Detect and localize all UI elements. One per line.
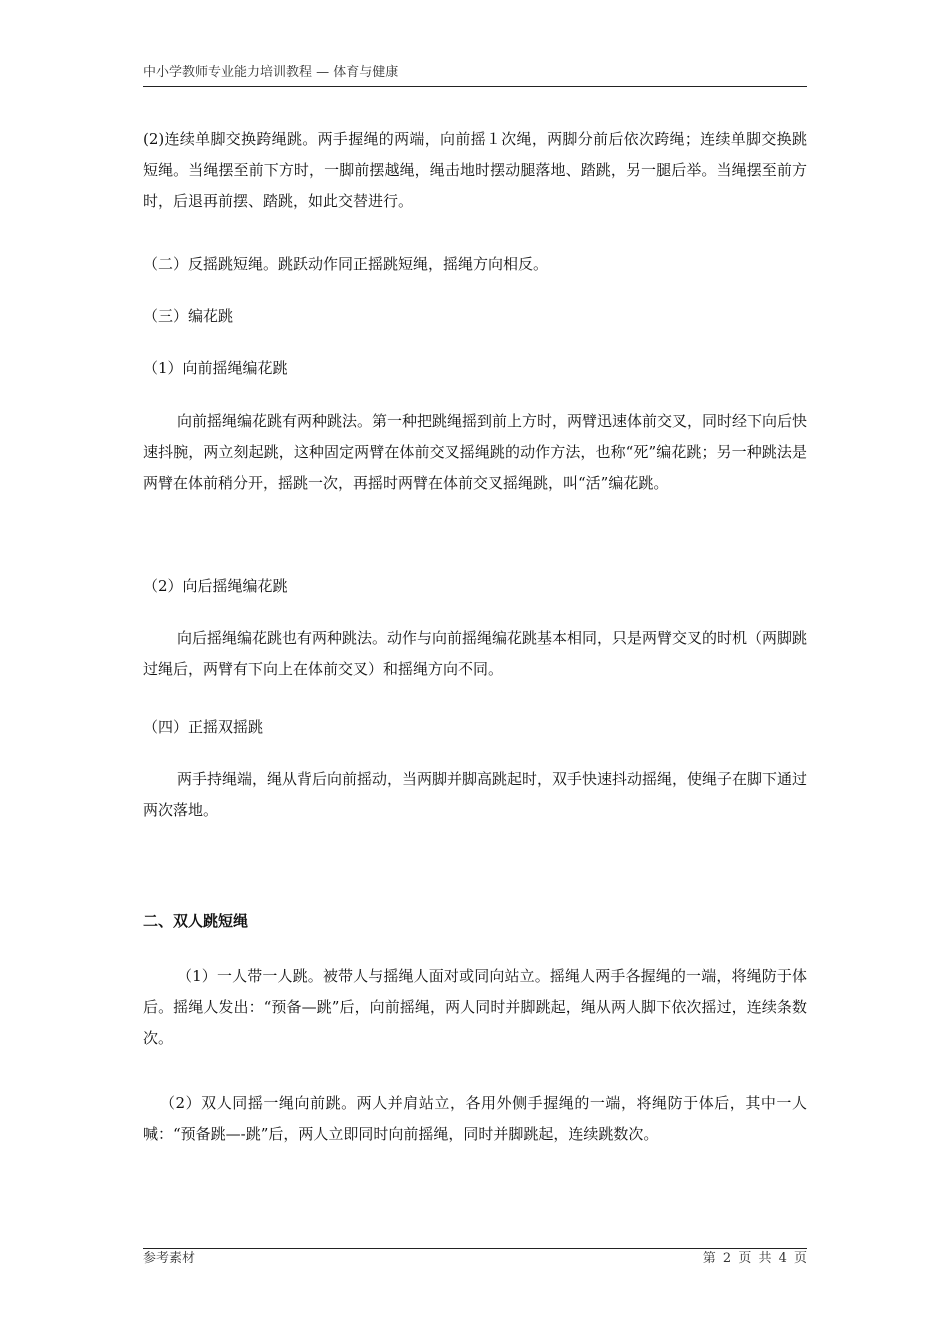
paragraph-forward-braid: 向前摇绳编花跳有两种跳法。第一种把跳绳摇到前上方时，两臂迅速体前交叉，同时经下向后快速抖腕，两立刻起跳，这种固定两臂在体前交叉摇绳跳的动作方法，也称“死”编花跳；另一种跳法是两臂在体前稍分开，摇跳一次，再摇时两臂在体前交叉摇绳跳，叫“活”编花跳。 [143,412,808,492]
subheading-forward-braid: （1）向前摇绳编花跳 [143,359,288,377]
section-title-pair-rope: 二、双人跳短绳 [143,912,249,930]
paragraph-continuous-single-foot: (2)连续单脚交换跨绳跳。两手握绳的两端，向前摇１次绳，两脚分前后依次跨绳；连续单脚交换跳短绳。当绳摆至前下方时，一脚前摆越绳，绳击地时摆动腿落地、踏跳，另一腿后举。当绳摆至前方时，后退再前摆、踏跳，如此交替进行。 [143,130,807,210]
page-header [143,64,807,87]
section-heading-double-under: （四）正摇双摇跳 [143,718,264,736]
paragraph-pair-same-rope: （2）双人同摇一绳向前跳。两人并肩站立，各用外侧手握绳的一端，将绳防于体后，其中一人喊：“预备跳—-跳”后，两人立即同时向前摇绳，同时并脚跳起，连续跳数次。 [143,1094,807,1143]
header-title: 中小学教师专业能力培训教程 — 体育与健康 [143,65,399,80]
paragraph-one-leads-one: （1）一人带一人跳。被带人与摇绳人面对或同向站立。摇绳人两手各握绳的一端，将绳防于体后。摇绳人发出：“预备—跳”后，向前摇绳，两人同时并脚跳起，绳从两人脚下依次摇过，连续条数次。 [143,967,807,1047]
subheading-backward-braid: （2）向后摇绳编花跳 [143,577,288,595]
page-number: 第 2 页 共 4 页 [702,1251,807,1266]
page-footer [143,1248,807,1269]
footer-label: 参考素材 [143,1251,196,1266]
paragraph-reverse-swing: （二）反摇跳短绳。跳跃动作同正摇跳短绳，摇绳方向相反。 [143,255,549,273]
paragraph-backward-braid: 向后摇绳编花跳也有两种跳法。动作与向前摇绳编花跳基本相同，只是两臂交叉的时机（两脚跳过绳后，两臂有下向上在体前交叉）和摇绳方向不同。 [143,629,808,678]
paragraph-double-under: 两手持绳端，绳从背后向前摇动，当两脚并脚高跳起时，双手快速抖动摇绳，使绳子在脚下通过两次落地。 [143,770,808,819]
section-heading-braid-jump: （三）编花跳 [143,307,234,325]
